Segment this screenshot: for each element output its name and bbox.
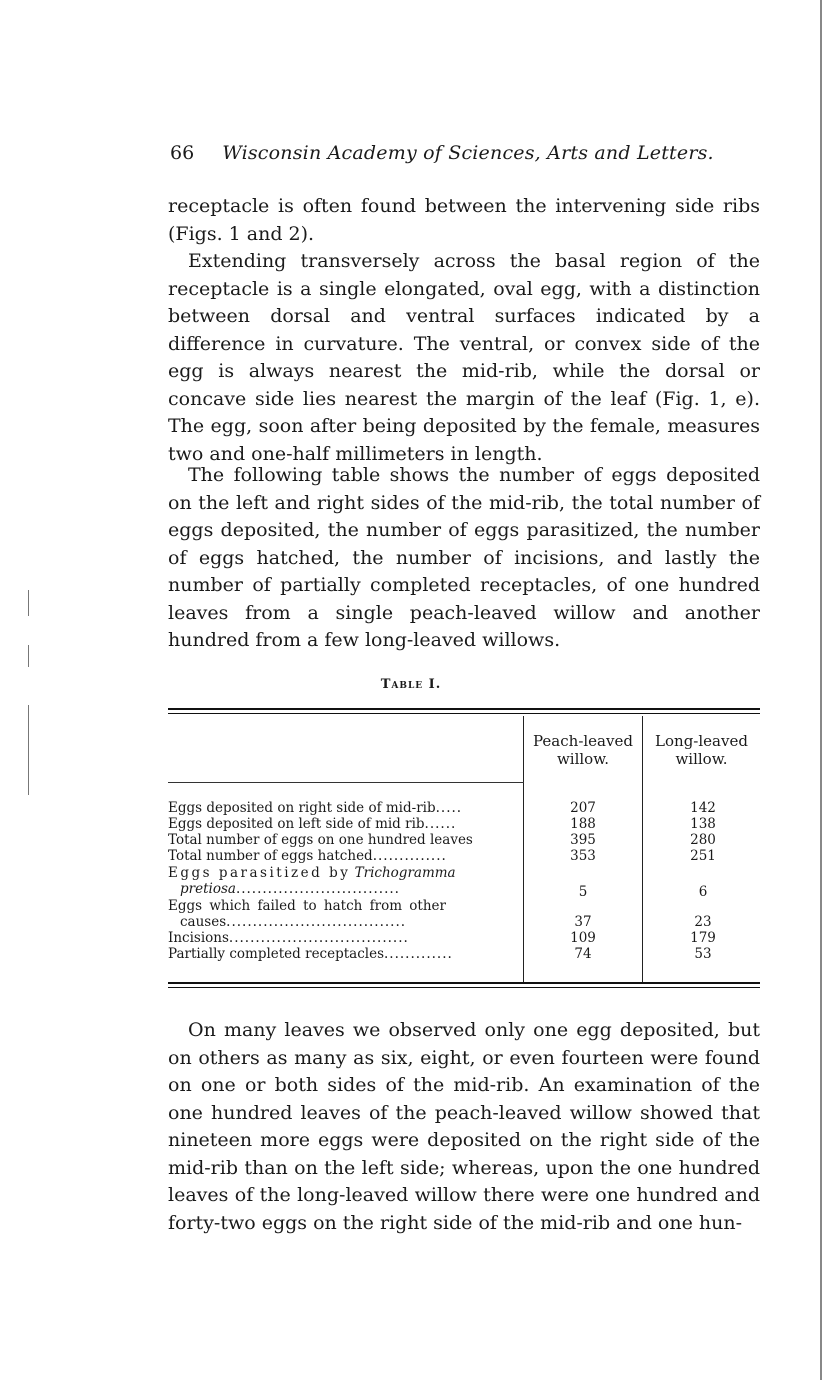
cell-long: 53 [694,946,712,962]
paragraph-2-text: Extending transversely across the basal region of the receptacle is a single elongated, oval egg, with a distinction between dorsal and ventral surfaces indicated by a difference in curvature. The ventral, or convex side of the egg is always nearest the mid-rib, while the dorsal or concave side lies nearest the margin of the leaf (Fig. 1, e). The egg, soon after being deposited by the female, measures two and one-half millimeters in length. [168,250,760,465]
row-label [168,848,520,865]
column-header-peach-line2: willow. [556,750,610,768]
row-label [168,946,520,963]
row-leader: .............. [372,848,447,864]
column-header-long [643,732,760,768]
cell-long: 280 [690,832,716,848]
row-label-text: Eggs deposited on left side of mid rib [168,816,425,832]
cell-peach: 188 [570,816,596,832]
cell-peach: 207 [570,800,596,816]
row-leader: ............. [384,946,453,962]
page-number: 66 [170,142,195,164]
row-label [168,800,520,817]
cell-long: 6 [698,884,708,900]
paragraph-1 [168,193,760,248]
cell-long: 179 [690,930,716,946]
data-table [168,708,760,990]
row-leader: ............................... [235,881,400,897]
cell-peach: 395 [570,832,596,848]
table-bottom-rule [168,982,760,988]
table-caption [0,677,822,692]
cell-long: 138 [690,816,716,832]
paragraph-2 [168,248,760,468]
row-leader: ...... [424,816,457,832]
paragraph-4-text: On many leaves we observed only one egg deposited, but on others as many as six, eight, or even fourteen were found on one or both sides of the mid-rib. An examination of the one hundred leaves of the peach-leaved willow showed that nineteen more eggs were deposited on the right side of the mid-rib than on the left side; whereas, upon the one hundred leaves of the long-leaved willow there were one hundred and forty-two eggs on the right side of the mid-rib and one hun- [168,1019,760,1234]
row-label [168,898,520,915]
row-label-text: Partially completed receptacles [168,946,385,962]
paragraph-1-text: receptacle is often found between the intervening side ribs (Figs. 1 and 2). [168,195,760,245]
table-top-rule [168,708,760,714]
row-label-continued [168,881,520,898]
running-head [170,142,760,164]
row-label-text: Eggs deposited on right side of mid-rib [168,800,436,816]
row-label-text: Eggs parasitized by [168,865,351,881]
row-label [168,930,520,947]
cell-peach: 37 [574,914,592,930]
row-leader: ..... [435,800,463,816]
cell-peach: 74 [574,946,592,962]
row-leader: .................................. [226,914,407,930]
cell-peach: 5 [578,884,588,900]
cell-long: 251 [690,848,716,864]
cell-peach: 109 [570,930,596,946]
row-label-text: Incisions [168,930,229,946]
row-label-text: Total number of eggs on one hundred leaves [168,832,473,848]
row-label-italic: Trichogramma [354,865,456,881]
column-header-long-line2: willow. [675,750,728,768]
row-leader: .................................. [228,930,409,946]
cell-long: 23 [694,914,712,930]
row-label [168,816,520,833]
row-label-text: Total number of eggs hatched [168,848,373,864]
header-rule [168,782,524,783]
column-header-long-line1: Long-leaved [655,732,748,750]
cell-peach: 353 [570,848,596,864]
margin-mark [28,705,29,795]
row-label-text: Eggs which failed to hatch from other [168,898,446,914]
paragraph-3 [168,462,760,655]
row-label-cont-text: pretiosa [180,881,236,897]
margin-mark [28,645,29,667]
table-caption-text: Table I. [380,677,442,692]
margin-mark [28,590,29,616]
column-header-peach [524,732,642,768]
row-label [168,865,520,882]
column-header-peach-line1: Peach-leaved [533,732,633,750]
cell-long: 142 [690,800,716,816]
paragraph-3-text: The following table shows the number of eggs deposited on the left and right sides of the mid-rib, the total number of eggs deposited, the number of eggs parasitized, the number of eggs hatched, the number of incisions, and lastly the number of partially completed receptacles, of one hundred leaves from a single peach-leaved willow and another hundred from a few long-leaved willows. [168,464,760,651]
running-title: Wisconsin Academy of Sciences, Arts and Letters. [222,142,714,164]
row-label [168,832,520,849]
row-label-continued [168,914,520,931]
row-label-cont-text: causes [180,914,227,930]
paragraph-4 [168,1017,760,1237]
